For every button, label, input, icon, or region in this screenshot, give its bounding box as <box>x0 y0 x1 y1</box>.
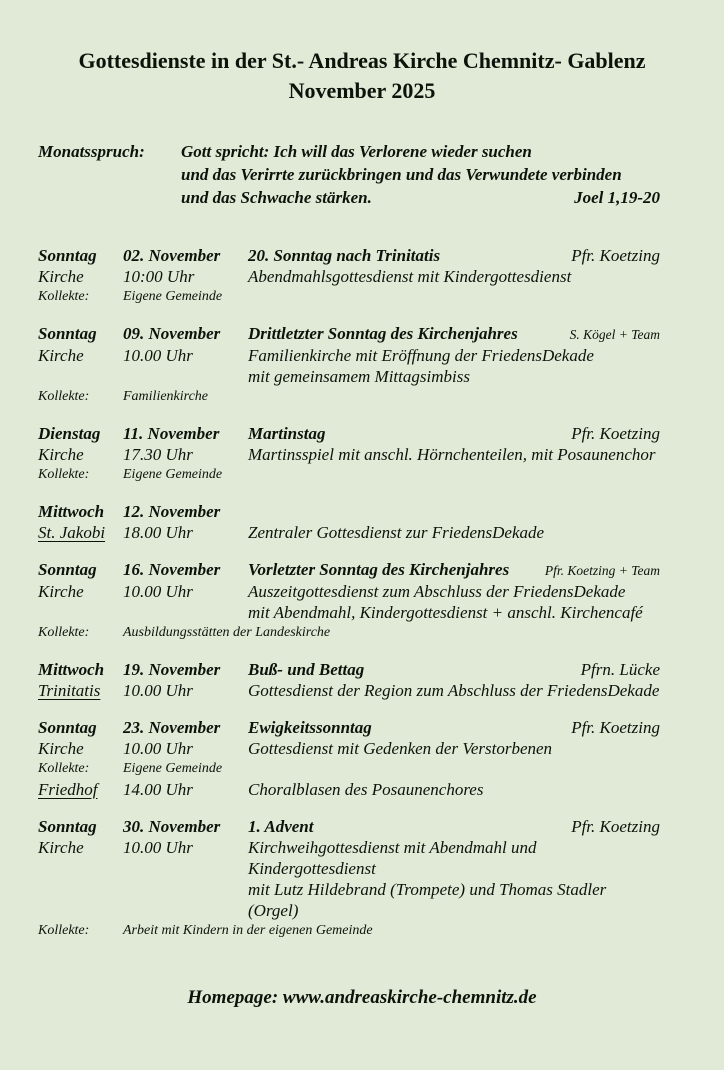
kollekte-value: Eigene Gemeinde <box>123 289 223 304</box>
service-entry <box>38 717 660 800</box>
entry-kollekte-row <box>38 759 660 779</box>
entry-day: Dienstag <box>38 424 101 443</box>
entry-day: Sonntag <box>38 817 97 836</box>
entry-description: Gottesdienst der Region zum Abschluss der FriedensDekade <box>248 681 660 700</box>
entry-head-row <box>38 816 660 837</box>
entry-description: Kirchweihgottesdienst mit Abendmahl und Kindergottesdienst <box>248 838 537 878</box>
entry-date: 19. November <box>123 660 221 679</box>
entry-time: 10.00 Uhr <box>123 582 193 601</box>
entry-description: Abendmahlsgottesdienst mit Kindergottesdienst <box>248 267 572 286</box>
entry-leader: Pfrn. Lücke <box>580 660 660 679</box>
entry-detail-row <box>38 444 660 465</box>
entry-kollekte-row <box>38 921 660 941</box>
entry-detail-row <box>38 581 660 602</box>
verse-line-3 <box>181 186 660 209</box>
kollekte-label: Kollekte: <box>38 467 90 482</box>
entry-kollekte-row <box>38 465 660 485</box>
entry-time: 10.00 Uhr <box>123 739 193 758</box>
entry-place: Kirche <box>38 582 84 601</box>
entry-head-row <box>38 423 660 444</box>
service-entry <box>38 245 660 307</box>
entry-continuation-row <box>38 602 660 623</box>
service-list <box>38 245 660 941</box>
entry-place: Kirche <box>38 267 84 286</box>
entry-extra-time: 14.00 Uhr <box>123 780 193 799</box>
kollekte-value: Eigene Gemeinde <box>123 467 223 482</box>
kollekte-value: Eigene Gemeinde <box>123 761 223 776</box>
entry-time: 10.00 Uhr <box>123 346 193 365</box>
title-line-1: Gottesdienste in der St.- Andreas Kirche Chemnitz- Gablenz <box>78 48 646 73</box>
entry-leader: Pfr. Koetzing <box>571 424 660 443</box>
entry-time: 10.00 Uhr <box>123 838 193 857</box>
service-entry <box>38 423 660 485</box>
entry-leader: S. Kögel + Team <box>569 327 660 342</box>
entry-detail-row <box>38 738 660 759</box>
entry-head-row <box>38 659 660 680</box>
entry-time: 17.30 Uhr <box>123 445 193 464</box>
entry-detail-row <box>38 837 660 879</box>
entry-title: 20. Sonntag nach Trinitatis <box>248 246 441 265</box>
entry-description-2: mit Lutz Hildebrand (Trompete) und Thomas Stadler (Orgel) <box>248 880 607 920</box>
verse-line-2: und das Verirrte zurückbringen und das Verwundete verbinden <box>181 165 622 184</box>
page-title <box>0 46 724 106</box>
entry-date: 09. November <box>123 324 221 343</box>
entry-head-row <box>38 245 660 266</box>
entry-continuation-row <box>38 366 660 387</box>
entry-kollekte-row <box>38 623 660 643</box>
entry-place: Trinitatis <box>38 681 101 700</box>
entry-description: Familienkirche mit Eröffnung der FriedensDekade <box>248 346 594 365</box>
entry-date: 12. November <box>123 502 221 521</box>
entry-leader: Pfr. Koetzing + Team <box>544 563 660 578</box>
entry-continuation-row <box>38 879 660 921</box>
entry-description-2: mit Abendmahl, Kindergottesdienst + anschl. Kirchencafé <box>248 603 643 622</box>
entry-detail-row <box>38 345 660 366</box>
entry-title: Drittletzter Sonntag des Kirchenjahres <box>248 324 518 343</box>
entry-leader: Pfr. Koetzing <box>571 817 660 836</box>
entry-head-row <box>38 323 660 345</box>
entry-place: Kirche <box>38 346 84 365</box>
entry-title: 1. Advent <box>248 817 314 836</box>
service-entry <box>38 659 660 701</box>
entry-date: 30. November <box>123 817 221 836</box>
entry-day: Mittwoch <box>38 502 105 521</box>
entry-place: Kirche <box>38 838 84 857</box>
entry-extra-row <box>38 779 660 800</box>
entry-leader: Pfr. Koetzing <box>571 718 660 737</box>
entry-description-2: mit gemeinsamem Mittagsimbiss <box>248 367 470 386</box>
entry-title: Vorletzter Sonntag des Kirchenjahres <box>248 560 510 579</box>
kollekte-label: Kollekte: <box>38 625 90 640</box>
service-entry <box>38 501 660 543</box>
kollekte-label: Kollekte: <box>38 289 90 304</box>
entry-date: 16. November <box>123 560 221 579</box>
entry-title: Buß- und Bettag <box>248 660 365 679</box>
entry-place: Kirche <box>38 739 84 758</box>
kollekte-value: Arbeit mit Kindern in der eigenen Gemeinde <box>123 923 373 938</box>
entry-kollekte-row <box>38 287 660 307</box>
entry-title: Ewigkeitssonntag <box>248 718 372 737</box>
homepage-line: Homepage: www.andreaskirche-chemnitz.de <box>187 987 537 1008</box>
entry-description: Zentraler Gottesdienst zur FriedensDekade <box>248 523 545 542</box>
entry-leader: Pfr. Koetzing <box>571 246 660 265</box>
monthly-verse-label: Monatsspruch: <box>38 142 145 161</box>
entry-date: 02. November <box>123 246 221 265</box>
entry-head-row <box>38 559 660 581</box>
entry-kollekte-row <box>38 387 660 407</box>
entry-description: Martinsspiel mit anschl. Hörnchenteilen, mit Posaunenchor <box>248 445 656 464</box>
monthly-verse-text <box>181 140 660 209</box>
verse-reference: Joel 1,19-20 <box>574 188 660 207</box>
entry-extra-description: Choralblasen des Posaunenchores <box>248 780 484 799</box>
entry-title: Martinstag <box>248 424 326 443</box>
entry-day: Sonntag <box>38 324 97 343</box>
service-entry <box>38 323 660 407</box>
entry-time: 10:00 Uhr <box>123 267 195 286</box>
entry-time: 18.00 Uhr <box>123 523 193 542</box>
kollekte-label: Kollekte: <box>38 389 90 404</box>
service-entry <box>38 559 660 643</box>
entry-head-row <box>38 717 660 738</box>
entry-description: Auszeitgottesdienst zum Abschluss der FriedensDekade <box>248 582 626 601</box>
monthly-verse <box>38 140 660 209</box>
entry-place: Kirche <box>38 445 84 464</box>
entry-day: Sonntag <box>38 560 97 579</box>
entry-day: Sonntag <box>38 246 97 265</box>
entry-detail-row <box>38 522 660 543</box>
verse-line-3-text: und das Schwache stärken. <box>181 188 372 207</box>
entry-time: 10.00 Uhr <box>123 681 193 700</box>
kollekte-value: Familienkirche <box>123 389 209 404</box>
entry-detail-row <box>38 680 660 701</box>
entry-day: Mittwoch <box>38 660 105 679</box>
kollekte-label: Kollekte: <box>38 761 90 776</box>
entry-date: 23. November <box>123 718 221 737</box>
entry-head-row <box>38 501 660 522</box>
verse-line-1: Gott spricht: Ich will das Verlorene wieder suchen <box>181 142 532 161</box>
entry-date: 11. November <box>123 424 220 443</box>
kollekte-label: Kollekte: <box>38 923 90 938</box>
service-entry <box>38 816 660 941</box>
kollekte-value: Ausbildungsstätten der Landeskirche <box>123 625 331 640</box>
entry-place: St. Jakobi <box>38 523 106 542</box>
entry-detail-row <box>38 266 660 287</box>
document-page <box>0 46 724 1070</box>
title-line-2: November 2025 <box>288 78 436 103</box>
entry-description: Gottesdienst mit Gedenken der Verstorbenen <box>248 739 553 758</box>
entry-day: Sonntag <box>38 718 97 737</box>
entry-extra-place: Friedhof <box>38 780 98 799</box>
